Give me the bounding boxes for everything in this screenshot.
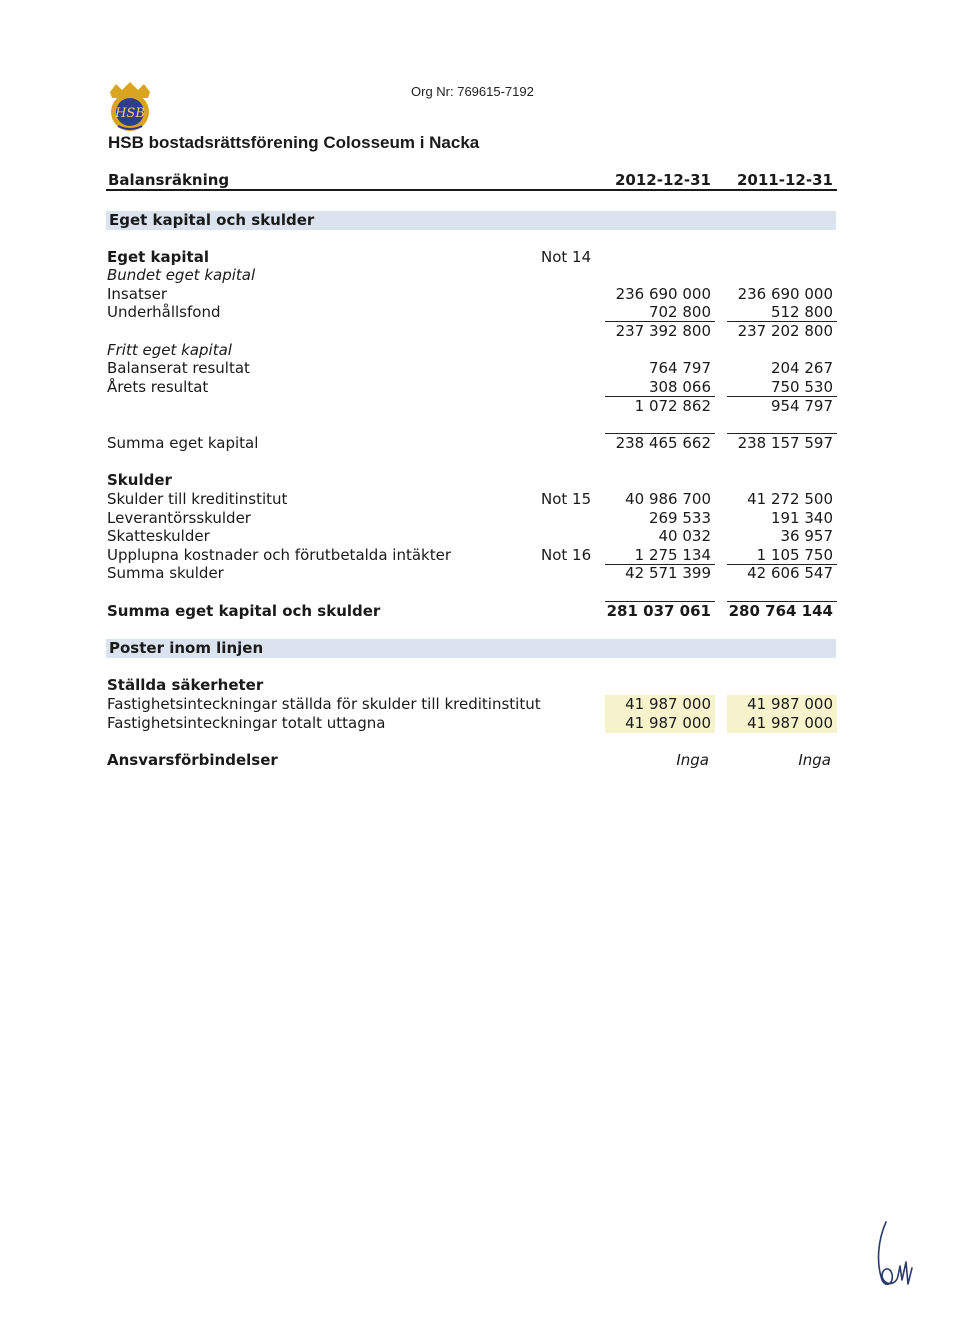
row-label: Insatser bbox=[107, 285, 168, 303]
equity-note: Not 14 bbox=[541, 248, 592, 266]
liabilities-heading-row bbox=[107, 471, 837, 490]
table-row bbox=[107, 527, 837, 546]
value-2012: 237 392 800 bbox=[615, 322, 711, 340]
table-row bbox=[107, 303, 837, 322]
value-2011: 750 530 bbox=[770, 378, 833, 396]
liabilities-total-row bbox=[107, 564, 837, 583]
value-2011: 42 606 547 bbox=[747, 564, 833, 582]
free-equity-heading-row bbox=[107, 341, 837, 360]
column-header-2012: 2012-12-31 bbox=[615, 171, 711, 189]
value-2012: 308 066 bbox=[648, 378, 711, 396]
row-label: Summa skulder bbox=[107, 564, 224, 582]
value-2012: 40 986 700 bbox=[625, 490, 711, 508]
section-band-equity-liabilities bbox=[106, 211, 836, 230]
hsb-logo-icon bbox=[104, 82, 156, 132]
org-number: Org Nr: 769615-7192 bbox=[411, 84, 534, 99]
row-label: Balanserat resultat bbox=[107, 359, 250, 377]
row-label: Leverantörsskulder bbox=[107, 509, 251, 527]
row-label: Årets resultat bbox=[107, 378, 209, 396]
value-2011: 512 800 bbox=[770, 303, 833, 321]
table-row bbox=[107, 378, 837, 397]
section-title: Poster inom linjen bbox=[109, 639, 264, 657]
table-row bbox=[107, 359, 837, 378]
equity-heading-row bbox=[107, 248, 837, 267]
collateral-heading-row bbox=[107, 676, 837, 695]
value-2011: 204 267 bbox=[770, 359, 833, 377]
liabilities-heading: Skulder bbox=[107, 471, 172, 489]
table-row bbox=[107, 490, 837, 509]
value-2011: 41 272 500 bbox=[747, 490, 833, 508]
row-label: Upplupna kostnader och förutbetalda intäkter bbox=[107, 546, 451, 564]
value-2012: 764 797 bbox=[648, 359, 711, 377]
row-label: Fastighetsinteckningar ställda för skulder till kreditinstitut bbox=[107, 695, 541, 713]
row-label: Summa eget kapital och skulder bbox=[107, 602, 381, 620]
collateral-heading: Ställda säkerheter bbox=[107, 676, 264, 694]
row-label: Fastighetsinteckningar totalt uttagna bbox=[107, 714, 386, 732]
value-2012: 1 072 862 bbox=[634, 397, 711, 415]
restricted-equity-heading-row bbox=[107, 266, 837, 285]
grand-total-row bbox=[107, 602, 837, 621]
row-label: Skatteskulder bbox=[107, 527, 210, 545]
value-2011: Inga bbox=[798, 751, 831, 769]
restricted-equity-heading: Bundet eget kapital bbox=[107, 266, 256, 284]
table-row bbox=[107, 546, 837, 565]
value-2012: 1 275 134 bbox=[634, 546, 711, 564]
value-2012: 41 987 000 bbox=[625, 695, 711, 713]
column-header-2011: 2011-12-31 bbox=[737, 171, 833, 189]
free-equity-heading: Fritt eget kapital bbox=[107, 341, 232, 359]
value-2011: 41 987 000 bbox=[747, 714, 833, 732]
value-2012: 702 800 bbox=[648, 303, 711, 321]
value-2012: 236 690 000 bbox=[615, 285, 711, 303]
value-2011: 36 957 bbox=[780, 527, 833, 545]
row-label: Ansvarsförbindelser bbox=[107, 751, 278, 769]
value-2012: 40 032 bbox=[658, 527, 711, 545]
value-2011: 238 157 597 bbox=[737, 434, 833, 452]
statement-title: Balansräkning bbox=[108, 171, 230, 189]
subtotal-row bbox=[107, 322, 837, 341]
association-name: HSB bostadsrättsförening Colosseum i Nacka bbox=[108, 133, 480, 152]
handwritten-initials-icon bbox=[872, 1218, 916, 1292]
value-2012: Inga bbox=[676, 751, 709, 769]
row-label: Underhållsfond bbox=[107, 303, 221, 321]
table-row bbox=[107, 285, 837, 304]
value-2012: 238 465 662 bbox=[615, 434, 711, 452]
subtotal-row bbox=[107, 397, 837, 416]
value-2012: 281 037 061 bbox=[606, 602, 711, 620]
section-title: Eget kapital och skulder bbox=[109, 211, 315, 229]
section-band-off-balance bbox=[106, 639, 836, 658]
row-label: Summa eget kapital bbox=[107, 434, 259, 452]
table-row bbox=[107, 714, 837, 733]
contingent-row bbox=[107, 751, 837, 770]
equity-heading: Eget kapital bbox=[107, 248, 209, 266]
value-2011: 954 797 bbox=[770, 397, 833, 415]
value-2011: 41 987 000 bbox=[747, 695, 833, 713]
value-2011: 191 340 bbox=[770, 509, 833, 527]
value-2011: 1 105 750 bbox=[756, 546, 833, 564]
value-2011: 236 690 000 bbox=[737, 285, 833, 303]
row-label: Skulder till kreditinstitut bbox=[107, 490, 288, 508]
value-2012: 41 987 000 bbox=[625, 714, 711, 732]
value-2011: 237 202 800 bbox=[737, 322, 833, 340]
table-row bbox=[107, 509, 837, 528]
table-row bbox=[107, 695, 837, 714]
header-rule bbox=[106, 189, 837, 191]
row-note: Not 16 bbox=[541, 546, 592, 564]
svg-text:HSB: HSB bbox=[115, 106, 145, 121]
value-2012: 42 571 399 bbox=[625, 564, 711, 582]
value-2011: 280 764 144 bbox=[728, 602, 833, 620]
equity-total-row bbox=[107, 434, 837, 453]
value-2012: 269 533 bbox=[648, 509, 711, 527]
row-note: Not 15 bbox=[541, 490, 592, 508]
